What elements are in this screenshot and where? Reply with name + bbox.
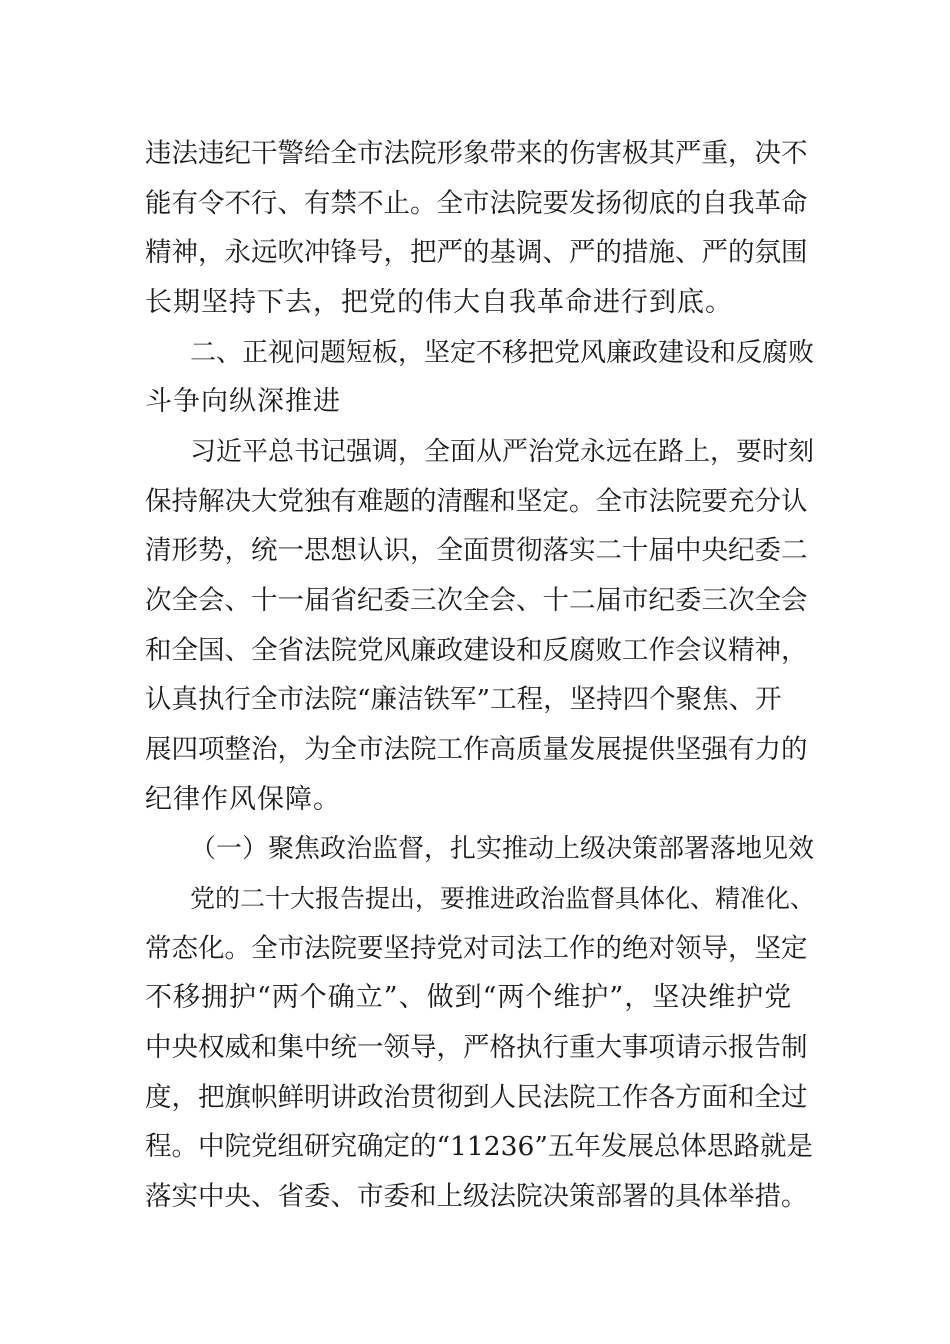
text-line: 常态化。全市法院要坚持党对司法工作的绝对领导，坚定: [145, 933, 808, 964]
section-heading: 二、正视问题短板，坚定不移把党风廉政建设和反腐败: [190, 338, 815, 368]
text-line: 精神，永远吹冲锋号，把严的基调、严的措施、严的氛围: [145, 237, 808, 268]
text-line: 保持解决大党独有难题的清醒和坚定。全市法院要充分认: [145, 486, 808, 517]
text-line: 长期坚持下去，把党的伟大自我革命进行到底。: [145, 287, 733, 318]
text-line: 和全国、全省法院党风廉政建设和反腐败工作会议精神，: [145, 635, 808, 666]
text-line: 展四项整治，为全市法院工作高质量发展提供坚强有力的: [145, 734, 808, 765]
text-line: 不移拥护“两个确立”、做到“两个维护”，坚决维护党: [145, 982, 793, 1013]
text-line: 认真执行全市法院“廉洁铁军”工程，坚持四个聚焦、开: [145, 684, 782, 715]
text-line: 程。中院党组研究确定的“11236”五年发展总体思路就是: [145, 1131, 813, 1162]
text-line: 次全会、十一届省纪委三次全会、十二届市纪委三次全会: [145, 585, 808, 616]
text-line: 清形势，统一思想认识，全面贯彻落实二十届中央纪委二: [145, 535, 808, 566]
text-line: 违法违纪干警给全市法院形象带来的伤害极其严重，决不: [145, 138, 808, 169]
subsection-heading: （一）聚焦政治监督，扎实推动上级决策部署落地见效: [190, 834, 815, 864]
text-line: 习近平总书记强调，全面从严治党永远在路上，要时刻: [190, 437, 815, 467]
text-line: 党的二十大报告提出，要推进政治监督具体化、精准化、: [190, 884, 816, 913]
text-line: 度，把旗帜鲜明讲政治贯彻到人民法院工作各方面和全过: [145, 1082, 808, 1113]
text-line: 能有令不行、有禁不止。全市法院要发扬彻底的自我革命: [145, 188, 808, 219]
text-line: 中央权威和集中统一领导，严格执行重大事项请示报告制: [145, 1032, 808, 1063]
text-line: 落实中央、省委、市委和上级法院决策部署的具体举措。: [145, 1181, 808, 1212]
section-heading-continued: 斗争向纵深推进: [145, 386, 341, 417]
text-line: 纪律作风保障。: [145, 784, 341, 815]
